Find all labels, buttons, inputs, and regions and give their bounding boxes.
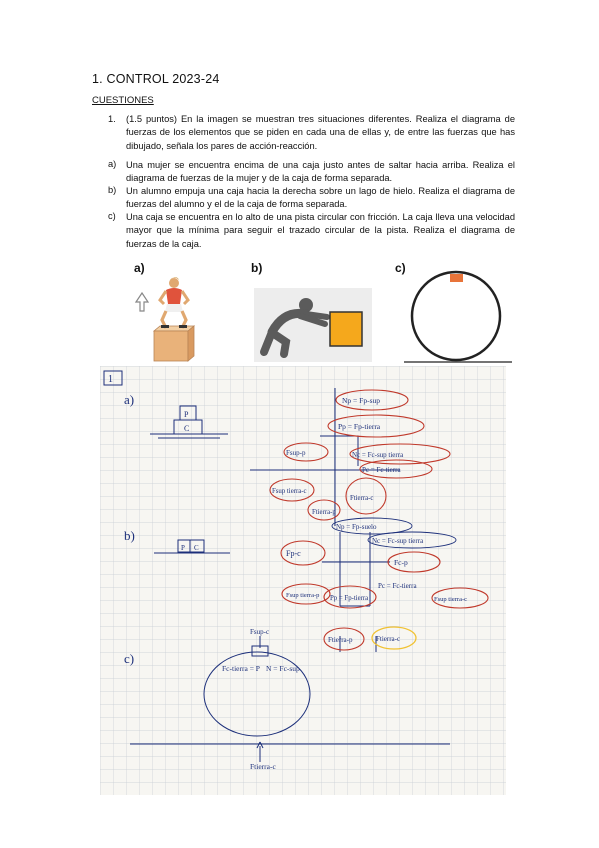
force-b-np: Np = Fp-suelo — [336, 523, 377, 531]
document-title: 1. CONTROL 2023-24 — [92, 72, 220, 86]
force-b-fpc: Fp-c — [286, 549, 301, 558]
force-a-fsup-p: Fsup-p — [286, 449, 306, 457]
label-a: a) — [124, 392, 135, 407]
item-b-text: Un alumno empuja una caja hacia la derecha sobre un lago de hielo. Realiza el diagrama de fuerzas del alumno y el de la caja de forma separada. — [126, 186, 515, 210]
force-c-n: N = Fc-sup — [266, 664, 300, 673]
label-box-c: C — [184, 424, 190, 433]
label-b-box-c: C — [194, 544, 199, 552]
woman-icon — [160, 277, 188, 328]
orange-box — [450, 274, 463, 282]
force-c-ft-c: Ftierra-c — [250, 762, 276, 771]
label-b: b) — [124, 528, 135, 543]
label-b-box-p: P — [181, 544, 185, 552]
orange-box — [330, 312, 362, 346]
force-b-fsup-c: Fsup tierra-c — [434, 596, 468, 603]
label-c: c) — [124, 651, 135, 666]
force-b-fcp: Fc-p — [394, 558, 408, 567]
force-b-pp: Pp = Fp-tierra — [330, 595, 369, 602]
force-b-ft-p: Ftierra-p — [328, 636, 353, 644]
item-b-label: b) — [108, 185, 117, 195]
figure-a-woman-on-box — [130, 276, 200, 364]
item-a-text: Una mujer se encuentra encima de una caja justo antes de saltar hacia arriba. Realiza el diagrama de fuerzas de la mujer y de la caja de forma separada. — [126, 160, 515, 184]
handwritten-solution-sheet — [100, 366, 506, 795]
force-a-fsup-tierra-c: Fsup tierra-c — [272, 488, 307, 495]
force-b-pc: Pc = Fc-tierra — [378, 582, 417, 590]
force-b-ft-c: Ftierra-c — [376, 635, 401, 643]
up-arrow-icon — [136, 293, 148, 311]
force-c-fsup-c: Fsup-c — [250, 628, 270, 636]
force-a-ftierra-p: Ftierra-p — [312, 509, 336, 516]
figure-c-circular-track — [404, 266, 516, 366]
circular-track — [412, 272, 500, 360]
force-a-ftierra-c: Ftierra-c — [350, 495, 374, 502]
force-a-pc: Pc = Fc-tierra — [362, 466, 401, 474]
section-heading: CUESTIONES — [92, 95, 154, 106]
item-c-text: Una caja se encuentra en lo alto de una pista circular con fricción. La caja lleva una velocidad mayor que la mínima para seguir el trazado circular de la pista. Realiza el diagrama de fuerzas de la caja. — [126, 212, 515, 249]
force-a-nc: Nc = Fc-sup tierra — [352, 451, 404, 459]
force-a-np: Np = Fp-sup — [342, 396, 380, 405]
figure-c-label: c) — [395, 261, 406, 275]
page-number: 1 — [108, 374, 113, 385]
question-number: 1. — [108, 114, 116, 124]
force-b-nc: Nc = Fc-sup tierra — [372, 537, 424, 545]
box-icon — [154, 326, 194, 361]
figure-a-label: a) — [134, 261, 145, 275]
figure-b-label: b) — [251, 261, 263, 275]
label-box-p: P — [184, 410, 189, 419]
force-c-p: Fc-tierra = P — [222, 664, 260, 673]
force-b-fsup-p: Fsup tierra-p — [286, 592, 320, 599]
figure-b-person-pushing-box — [254, 288, 372, 362]
force-a-pp: Pp = Fp-tierra — [338, 422, 381, 431]
item-c-label: c) — [108, 211, 116, 221]
item-a-label: a) — [108, 159, 117, 169]
question-text: (1.5 puntos) En la imagen se muestran tres situaciones diferentes. Realiza el diagrama de fuerzas de los elementos que se piden en cada una de ellas y, de entre las fuerzas que has dibujado, señala los pares de acción-reacción. — [126, 114, 515, 151]
